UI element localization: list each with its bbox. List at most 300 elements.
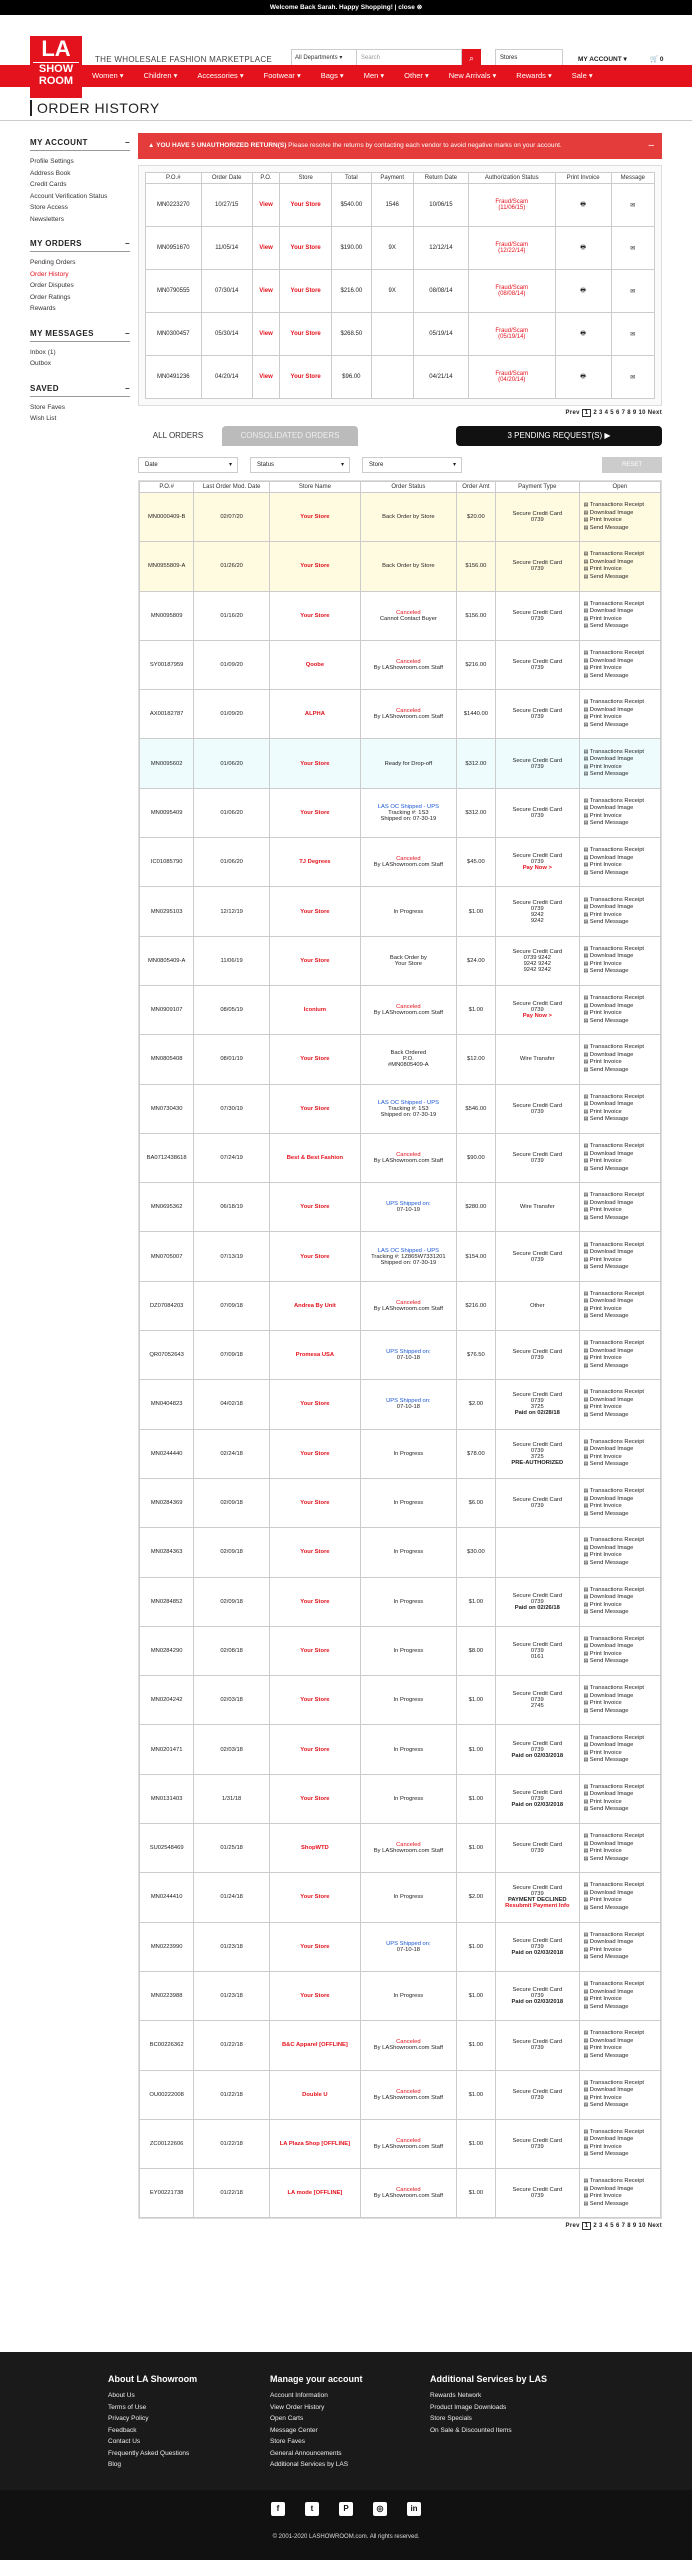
open-action-link[interactable]: ▤ Print Invoice [584, 1306, 658, 1314]
page-link[interactable]: 1 [582, 2222, 592, 2230]
open-action-link[interactable]: ▤ Transactions Receipt [584, 1636, 658, 1644]
open-action-link[interactable]: ▤ Transactions Receipt [584, 551, 658, 559]
nav-item[interactable]: Rewards ▾ [516, 71, 552, 80]
open-action-link[interactable]: ▤ Download Image [584, 1249, 658, 1257]
open-action-link[interactable]: ▤ Send Message [584, 2201, 658, 2209]
open-action-link[interactable]: ▤ Download Image [584, 2038, 658, 2046]
print-invoice[interactable] [555, 270, 611, 313]
open-action-link[interactable]: ▤ Send Message [584, 1560, 658, 1568]
footer-link[interactable]: Frequently Asked Questions [108, 2449, 190, 2457]
nav-item[interactable]: New Arrivals ▾ [448, 71, 497, 80]
open-action-link[interactable]: ▤ Send Message [584, 820, 658, 828]
store-name-link[interactable]: Your Store [269, 1232, 360, 1281]
open-action-link[interactable]: ▤ Print Invoice [584, 665, 658, 673]
store-name-link[interactable]: Andrea By Unit [269, 1281, 360, 1330]
footer-link[interactable]: Store Faves [270, 2438, 306, 2445]
footer-link[interactable]: Additional Services by LAS [270, 2461, 349, 2468]
open-action-link[interactable]: ▤ Download Image [584, 1298, 658, 1306]
open-action-link[interactable]: ▤ Send Message [584, 2004, 658, 2012]
open-action-link[interactable]: ▤ Transactions Receipt [584, 1932, 658, 1940]
nav-item[interactable]: Other ▾ [404, 71, 429, 80]
open-action-link[interactable]: ▤ Download Image [584, 1939, 658, 1947]
store-name-link[interactable]: Your Store [269, 1774, 360, 1823]
open-action-link[interactable]: ▤ Print Invoice [584, 1897, 658, 1905]
open-action-link[interactable]: ▤ Print Invoice [584, 961, 658, 969]
collapse-icon[interactable]: – [125, 138, 130, 147]
printer-icon[interactable]: 🖶 [580, 288, 586, 294]
search-input[interactable]: Search [357, 49, 462, 68]
open-action-link[interactable]: ▤ Print Invoice [584, 2144, 658, 2152]
open-action-link[interactable]: ▤ Download Image [584, 1989, 658, 1997]
store-name-link[interactable]: Promesa USA [269, 1331, 360, 1380]
open-action-link[interactable]: ▤ Print Invoice [584, 566, 658, 574]
open-action-link[interactable]: ▤ Transactions Receipt [584, 946, 658, 954]
sidebar-item[interactable]: Rewards [30, 305, 56, 312]
store-name-link[interactable]: Your Store [269, 1429, 360, 1478]
my-account-menu[interactable]: MY ACCOUNT ▾ [578, 56, 627, 63]
site-logo[interactable] [30, 36, 82, 98]
sidebar-item[interactable]: Order Disputes [30, 282, 74, 289]
page-link[interactable]: 1 [582, 409, 592, 417]
footer-link[interactable]: Blog [108, 2461, 122, 2468]
store-name-link[interactable]: Your Store [269, 493, 360, 542]
open-action-link[interactable]: ▤ Download Image [584, 1003, 658, 1011]
open-action-link[interactable]: ▤ Download Image [584, 756, 658, 764]
open-action-link[interactable]: ▤ Transactions Receipt [584, 1143, 658, 1151]
sidebar-item[interactable]: Store Access [30, 204, 68, 211]
prev-page-link[interactable]: Prev [565, 410, 580, 416]
open-action-link[interactable]: ▤ Transactions Receipt [584, 1882, 658, 1890]
open-action-link[interactable]: ▤ Transactions Receipt [584, 1242, 658, 1250]
open-action-link[interactable]: ▤ Send Message [584, 673, 658, 681]
open-action-link[interactable]: ▤ Transactions Receipt [584, 897, 658, 905]
sidebar-item[interactable]: Address Book [30, 169, 71, 177]
nav-item[interactable]: Women ▾ [92, 71, 124, 80]
view-po-link[interactable]: View [252, 227, 279, 270]
open-action-link[interactable]: ▤ Transactions Receipt [584, 650, 658, 658]
open-action-link[interactable]: ▤ Send Message [584, 1905, 658, 1913]
open-action-link[interactable]: ▤ Transactions Receipt [584, 1833, 658, 1841]
store-name-link[interactable]: Your Store [269, 1577, 360, 1626]
nav-item[interactable]: Sale ▾ [571, 71, 593, 80]
footer-link[interactable]: Privacy Policy [108, 2415, 149, 2422]
open-action-link[interactable]: ▤ Download Image [584, 1052, 658, 1060]
open-action-link[interactable]: ▤ Print Invoice [584, 1552, 658, 1560]
open-action-link[interactable]: ▤ Transactions Receipt [584, 601, 658, 609]
view-po-link[interactable]: View [252, 313, 279, 356]
open-action-link[interactable]: ▤ Print Invoice [584, 862, 658, 870]
footer-link[interactable]: View Order History [270, 2403, 325, 2411]
open-action-link[interactable]: ▤ Send Message [584, 1806, 658, 1814]
department-select[interactable]: All Departments ▾ [291, 49, 357, 68]
page-link[interactable]: 6 [615, 2223, 620, 2230]
message[interactable] [611, 313, 654, 356]
next-page-link[interactable]: Next [647, 2223, 662, 2230]
store-name-link[interactable]: Your Store [269, 1084, 360, 1133]
footer-link[interactable]: Contact Us [108, 2438, 141, 2445]
open-action-link[interactable]: ▤ Transactions Receipt [584, 699, 658, 707]
open-action-link[interactable]: ▤ Download Image [584, 1643, 658, 1651]
open-action-link[interactable]: ▤ Print Invoice [584, 1503, 658, 1511]
store-name-link[interactable]: LA mode [OFFLINE] [269, 2169, 360, 2218]
sidebar-item[interactable]: Outbox [30, 360, 51, 367]
cart-button[interactable]: 🛒 0 [650, 56, 664, 63]
open-action-link[interactable]: ▤ Send Message [584, 1708, 658, 1716]
page-link[interactable]: 5 [610, 2223, 614, 2230]
store-name-link[interactable]: Your Store [269, 591, 360, 640]
envelope-icon[interactable]: ✉ [630, 288, 636, 295]
linkedin-icon[interactable]: in [407, 2502, 421, 2516]
open-action-link[interactable]: ▤ Send Message [584, 1412, 658, 1420]
open-action-link[interactable]: ▤ Download Image [584, 1397, 658, 1405]
sidebar-item[interactable]: Wish List [30, 415, 57, 422]
open-action-link[interactable]: ▤ Print Invoice [584, 1059, 658, 1067]
next-page-link[interactable]: Next [647, 410, 662, 416]
open-action-link[interactable]: ▤ Print Invoice [584, 813, 658, 821]
open-action-link[interactable]: ▤ Print Invoice [584, 1010, 658, 1018]
payment-line[interactable]: Resubmit Payment Info [505, 1903, 570, 1910]
view-po-link[interactable]: View [252, 270, 279, 313]
store-name-link[interactable]: Your Store [269, 788, 360, 837]
open-action-link[interactable]: ▤ Print Invoice [584, 2193, 658, 2201]
stores-select[interactable]: Stores [495, 49, 563, 68]
printer-icon[interactable]: 🖶 [580, 202, 586, 208]
store-link[interactable]: Your Store [280, 227, 332, 270]
open-action-link[interactable]: ▤ Transactions Receipt [584, 1685, 658, 1693]
open-action-link[interactable]: ▤ Transactions Receipt [584, 1981, 658, 1989]
page-link[interactable]: 2 [593, 2223, 598, 2230]
open-action-link[interactable]: ▤ Transactions Receipt [584, 1192, 658, 1200]
store-name-link[interactable]: ALPHA [269, 690, 360, 739]
prev-page-link[interactable]: Prev [565, 2223, 580, 2230]
page-link[interactable]: 6 [615, 410, 620, 416]
open-action-link[interactable]: ▤ Send Message [584, 1018, 658, 1026]
open-action-link[interactable]: ▤ Transactions Receipt [584, 1488, 658, 1496]
footer-link[interactable]: On Sale & Discounted Items [430, 2426, 512, 2434]
open-action-link[interactable]: ▤ Print Invoice [584, 1996, 658, 2004]
open-action-link[interactable]: ▤ Print Invoice [584, 1257, 658, 1265]
footer-link[interactable]: General Announcements [270, 2449, 342, 2457]
view-po-link[interactable]: View [252, 356, 279, 399]
open-action-link[interactable]: ▤ Send Message [584, 1264, 658, 1272]
view-po-link[interactable]: View [252, 184, 279, 227]
open-action-link[interactable]: ▤ Send Message [584, 1116, 658, 1124]
pinterest-icon[interactable]: P [339, 2502, 353, 2516]
open-action-link[interactable]: ▤ Send Message [584, 771, 658, 779]
open-action-link[interactable]: ▤ Download Image [584, 2186, 658, 2194]
sidebar-item[interactable]: Inbox (1) [30, 348, 56, 356]
store-name-link[interactable]: Your Store [269, 1676, 360, 1725]
message[interactable] [611, 184, 654, 227]
open-action-link[interactable]: ▤ Print Invoice [584, 1848, 658, 1856]
open-action-link[interactable]: ▤ Print Invoice [584, 1700, 658, 1708]
open-action-link[interactable]: ▤ Transactions Receipt [584, 1537, 658, 1545]
open-action-link[interactable]: ▤ Download Image [584, 2136, 658, 2144]
open-action-link[interactable]: ▤ Transactions Receipt [584, 1784, 658, 1792]
open-action-link[interactable]: ▤ Print Invoice [584, 1602, 658, 1610]
message[interactable] [611, 227, 654, 270]
page-link[interactable]: 9 [632, 410, 637, 416]
tab-all-orders[interactable]: ALL ORDERS [152, 431, 204, 440]
footer-link[interactable]: Message Center [270, 2426, 318, 2434]
open-action-link[interactable]: ▤ Send Message [584, 1461, 658, 1469]
open-action-link[interactable]: ▤ Send Message [584, 2102, 658, 2110]
facebook-icon[interactable]: f [271, 2502, 285, 2516]
nav-item[interactable]: Accessories ▾ [197, 71, 244, 80]
envelope-icon[interactable]: ✉ [630, 374, 636, 381]
store-name-link[interactable]: Best & Best Fashion [269, 1133, 360, 1182]
page-link[interactable]: 7 [621, 410, 626, 416]
payment-line: Other [530, 1302, 545, 1309]
open-action-link[interactable]: ▤ Print Invoice [584, 764, 658, 772]
open-action-link[interactable]: ▤ Download Image [584, 1348, 658, 1356]
nav-item[interactable]: Bags ▾ [320, 71, 344, 80]
reset-button[interactable]: RESET [602, 457, 662, 473]
open-action-link[interactable]: ▤ Download Image [584, 904, 658, 912]
open-action-link[interactable]: ▤ Transactions Receipt [584, 1291, 658, 1299]
page-link[interactable]: 3 [599, 410, 603, 416]
sidebar-item[interactable]: Account Verification Status [30, 192, 108, 200]
message[interactable] [611, 270, 654, 313]
open-action-link[interactable]: ▤ Print Invoice [584, 1651, 658, 1659]
page-link[interactable]: 7 [621, 2223, 626, 2230]
page-link[interactable]: 2 [593, 410, 598, 416]
open-action-link[interactable]: ▤ Download Image [584, 1200, 658, 1208]
tab-consolidated-orders[interactable]: CONSOLIDATED ORDERS [222, 426, 358, 446]
footer-link[interactable]: Open Carts [270, 2415, 304, 2422]
page-link[interactable]: 5 [610, 410, 614, 416]
printer-icon[interactable]: 🖶 [580, 245, 586, 251]
page-link[interactable]: 8 [627, 2223, 631, 2230]
footer-link[interactable]: Rewards Network [430, 2392, 482, 2399]
open-action-link[interactable]: ▤ Send Message [584, 1067, 658, 1075]
open-action-link[interactable]: ▤ Print Invoice [584, 1355, 658, 1363]
open-action-link[interactable]: ▤ Send Message [584, 1215, 658, 1223]
open-action-link[interactable]: ▤ Download Image [584, 1446, 658, 1454]
store-name-link[interactable]: Your Store [269, 542, 360, 591]
nav-item[interactable]: Footwear ▾ [263, 71, 301, 80]
open-action-link[interactable]: ▤ Print Invoice [584, 616, 658, 624]
open-action-link[interactable]: ▤ Transactions Receipt [584, 1439, 658, 1447]
print-invoice[interactable] [555, 356, 611, 399]
open-action-link[interactable]: ▤ Print Invoice [584, 1158, 658, 1166]
open-action-link[interactable]: ▤ Transactions Receipt [584, 2178, 658, 2186]
open-action-link[interactable]: ▤ Send Message [584, 2053, 658, 2061]
sidebar-item[interactable]: Order History [30, 270, 69, 278]
open-action-link[interactable]: ▤ Transactions Receipt [584, 847, 658, 855]
open-action-link[interactable]: ▤ Download Image [584, 1101, 658, 1109]
open-action-link[interactable]: ▤ Print Invoice [584, 912, 658, 920]
open-action-link[interactable]: ▤ Print Invoice [584, 1947, 658, 1955]
open-action-link[interactable]: ▤ Transactions Receipt [584, 1389, 658, 1397]
open-action-link[interactable]: ▤ Send Message [584, 2151, 658, 2159]
open-action-link[interactable]: ▤ Transactions Receipt [584, 2080, 658, 2088]
envelope-icon[interactable]: ✉ [630, 245, 636, 252]
footer-link[interactable]: Product Image Downloads [430, 2403, 507, 2411]
page-link[interactable]: 4 [604, 410, 609, 416]
store-name-link[interactable]: B&C Apparel [OFFLINE] [269, 2021, 360, 2070]
store-name-link[interactable]: Your Store [269, 1922, 360, 1971]
open-action-link[interactable]: ▤ Print Invoice [584, 714, 658, 722]
sidebar-item[interactable]: Profile Settings [30, 158, 74, 165]
collapse-icon[interactable]: – [648, 140, 654, 151]
store-name-link[interactable]: Your Store [269, 887, 360, 936]
open-action-link[interactable]: ▤ Print Invoice [584, 2045, 658, 2053]
open-action-link[interactable]: ▤ Print Invoice [584, 2095, 658, 2103]
store-name-link[interactable]: Your Store [269, 1183, 360, 1232]
total: $190.00 [332, 227, 371, 270]
open-action-link[interactable]: ▤ Send Message [584, 1313, 658, 1321]
sidebar-item[interactable]: Pending Orders [30, 259, 76, 266]
printer-icon[interactable]: 🖶 [580, 374, 586, 380]
store-name-link[interactable]: Double U [269, 2070, 360, 2119]
open-action-link[interactable]: ▤ Download Image [584, 707, 658, 715]
collapse-icon[interactable]: – [125, 239, 130, 248]
open-action-link[interactable]: ▤ Download Image [584, 1594, 658, 1602]
pending-requests-button[interactable]: 3 PENDING REQUEST(S) ▶ [456, 426, 662, 446]
open-action-link[interactable]: ▤ Download Image [584, 1545, 658, 1553]
open-action-link[interactable]: ▤ Download Image [584, 2087, 658, 2095]
store-link[interactable]: Your Store [280, 184, 332, 227]
open-action-link[interactable]: ▤ Send Message [584, 722, 658, 730]
open-action-link[interactable]: ▤ Transactions Receipt [584, 798, 658, 806]
page-link[interactable]: 8 [627, 410, 631, 416]
footer-link[interactable]: Feedback [108, 2426, 137, 2434]
open-action-link[interactable]: ▤ Download Image [584, 1742, 658, 1750]
footer-link[interactable]: About Us [108, 2392, 135, 2399]
open-action-link[interactable]: ▤ Transactions Receipt [584, 2129, 658, 2137]
open-action-link[interactable]: ▤ Download Image [584, 1841, 658, 1849]
open-action-link[interactable]: ▤ Transactions Receipt [584, 1044, 658, 1052]
open-action-link[interactable]: ▤ Send Message [584, 1658, 658, 1666]
store-name-link[interactable]: ShopWTD [269, 1824, 360, 1873]
collapse-icon[interactable]: – [125, 383, 130, 393]
open-action-link[interactable]: ▤ Download Image [584, 855, 658, 863]
store-name-link[interactable]: Your Store [269, 1971, 360, 2020]
envelope-icon[interactable]: ✉ [630, 202, 636, 209]
open-action-link[interactable]: ▤ Download Image [584, 608, 658, 616]
print-invoice[interactable] [555, 184, 611, 227]
payment-line[interactable]: Pay Now > [522, 865, 552, 872]
store-filter[interactable] [362, 457, 462, 473]
open-action-link[interactable]: ▤ Download Image [584, 1151, 658, 1159]
instagram-icon[interactable]: ◎ [373, 2502, 387, 2516]
store-name-link[interactable]: Your Store [269, 1873, 360, 1922]
open-action-link[interactable]: ▤ Print Invoice [584, 1404, 658, 1412]
store-link[interactable]: Your Store [280, 356, 332, 399]
footer-link[interactable]: Terms of Use [108, 2403, 147, 2411]
footer-link[interactable]: Account Information [270, 2392, 328, 2399]
open-action-link[interactable]: ▤ Print Invoice [584, 517, 658, 525]
store-name-link[interactable]: Your Store [269, 1035, 360, 1084]
envelope-icon[interactable]: ✉ [630, 331, 636, 338]
store-name-link[interactable]: Your Store [269, 1725, 360, 1774]
open-action-link[interactable]: ▤ Transactions Receipt [584, 1094, 658, 1102]
open-action-link[interactable]: ▤ Download Image [584, 1496, 658, 1504]
open-action-link[interactable]: ▤ Print Invoice [584, 1207, 658, 1215]
open-action-link[interactable]: ▤ Download Image [584, 953, 658, 961]
sidebar-item[interactable]: Store Faves [30, 403, 66, 411]
open-action-link[interactable]: ▤ Transactions Receipt [584, 1735, 658, 1743]
open-action-link[interactable]: ▤ Transactions Receipt [584, 2030, 658, 2038]
open-action-link[interactable]: ▤ Download Image [584, 805, 658, 813]
open-action-link[interactable]: ▤ Send Message [584, 1954, 658, 1962]
date-filter[interactable] [138, 457, 238, 473]
status-filter[interactable] [250, 457, 350, 473]
open-action-link[interactable]: ▤ Send Message [584, 870, 658, 878]
store-name-link[interactable]: Your Store [269, 739, 360, 788]
store-name-link[interactable]: Your Store [269, 1478, 360, 1527]
print-invoice[interactable] [555, 227, 611, 270]
sidebar-item[interactable]: Credit Cards [30, 181, 67, 188]
store-name-link[interactable]: Your Store [269, 1626, 360, 1675]
open-action-link[interactable]: ▤ Send Message [584, 1856, 658, 1864]
print-invoice[interactable] [555, 313, 611, 356]
page-link[interactable]: 10 [638, 410, 646, 416]
page-link[interactable]: 3 [599, 2223, 603, 2230]
store-name-link[interactable]: LA Plaza Shop [OFFLINE] [269, 2119, 360, 2168]
open-action-link[interactable]: ▤ Send Message [584, 525, 658, 533]
page-link[interactable]: 9 [632, 2223, 637, 2230]
open-action-link[interactable]: ▤ Send Message [584, 623, 658, 631]
open-action-link[interactable]: ▤ Download Image [584, 510, 658, 518]
open-action-link[interactable]: ▤ Print Invoice [584, 1750, 658, 1758]
store-link[interactable]: Your Store [280, 313, 332, 356]
open-action-link[interactable]: ▤ Download Image [584, 1693, 658, 1701]
open-action-link[interactable]: ▤ Send Message [584, 1511, 658, 1519]
printer-icon[interactable]: 🖶 [580, 331, 586, 337]
open-action-link[interactable]: ▤ Send Message [584, 1609, 658, 1617]
store-name-link[interactable]: Qoobe [269, 640, 360, 689]
open-action-link[interactable]: ▤ Send Message [584, 1757, 658, 1765]
open-action-link[interactable]: ▤ Send Message [584, 1166, 658, 1174]
store-link[interactable]: Your Store [280, 270, 332, 313]
store-name-link[interactable]: Your Store [269, 1380, 360, 1429]
open-action-link[interactable]: ▤ Print Invoice [584, 1109, 658, 1117]
collapse-icon[interactable]: – [125, 328, 130, 338]
twitter-icon[interactable]: t [305, 2502, 319, 2516]
open-action-link[interactable]: ▤ Download Image [584, 1890, 658, 1898]
payment-line[interactable]: Pay Now > [522, 1013, 552, 1020]
store-name-link[interactable]: Your Store [269, 1528, 360, 1577]
open-action-link[interactable]: ▤ Send Message [584, 1363, 658, 1371]
open-action-link[interactable]: ▤ Download Image [584, 1791, 658, 1799]
page-link[interactable]: 10 [638, 2223, 646, 2230]
page-link[interactable]: 4 [604, 2223, 609, 2230]
open-action-link[interactable]: ▤ Print Invoice [584, 1454, 658, 1462]
open-action-link[interactable]: ▤ Send Message [584, 574, 658, 582]
store-name-link[interactable]: TJ Degrees [269, 838, 360, 887]
store-name-link[interactable]: Iconium [269, 985, 360, 1034]
open-action-link[interactable]: ▤ Send Message [584, 968, 658, 976]
sidebar-item[interactable]: Order Ratings [30, 293, 71, 301]
sidebar-item[interactable]: Newsletters [30, 215, 64, 223]
nav-item[interactable]: Children ▾ [143, 71, 178, 80]
open-action-link[interactable]: ▤ Transactions Receipt [584, 502, 658, 510]
open-action-link[interactable]: ▤ Print Invoice [584, 1799, 658, 1807]
message[interactable] [611, 356, 654, 399]
open-action-link[interactable]: ▤ Download Image [584, 658, 658, 666]
open-action-link[interactable]: ▤ Download Image [584, 559, 658, 567]
open-action-link[interactable]: ▤ Send Message [584, 919, 658, 927]
store-name-link[interactable]: Your Store [269, 936, 360, 985]
open-action-link[interactable]: ▤ Transactions Receipt [584, 995, 658, 1003]
open-action-link[interactable]: ▤ Transactions Receipt [584, 1340, 658, 1348]
footer-link[interactable]: Store Specials [430, 2415, 472, 2422]
open-action-link[interactable]: ▤ Transactions Receipt [584, 1587, 658, 1595]
open-action-link[interactable]: ▤ Transactions Receipt [584, 749, 658, 757]
nav-item[interactable]: Men ▾ [363, 71, 385, 80]
